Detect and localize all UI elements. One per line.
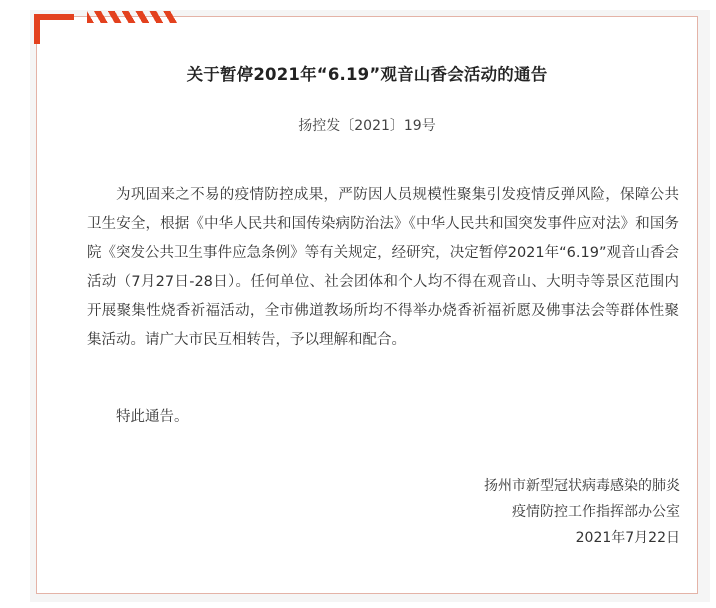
document-number: 扬控发〔2021〕19号 <box>298 118 436 134</box>
corner-accent-top <box>34 14 74 20</box>
notice-closing: 特此通告。 <box>116 409 189 425</box>
corner-accent-left <box>34 14 40 44</box>
signature-date: 2021年7月22日 <box>575 530 680 546</box>
signature-org-line2: 疫情防控工作指挥部办公室 <box>512 504 680 520</box>
notice-title: 关于暂停2021年“6.19”观音山香会活动的通告 <box>186 65 548 84</box>
decorative-stripes <box>87 11 177 23</box>
notice-body: 为巩固来之不易的疫情防控成果，严防因人员规模性聚集引发疫情反弹风险，保障公共卫生安全，根据《中华人民共和国传染病防治法》《中华人民共和国突发事件应对法》和国务院《突发公共卫生事件应急条例》等有关规定，经研究，决定暂停2021年“6.19”观音山香会活动（7月27日-28日）。任何单位、社会团体和个人均不得在观音山、大明寺等景区范围内开展聚集性烧香祈福活动，全市佛道教场所均不得举办烧香祈福祈愿及佛事法会等群体性聚集活动。请广大市民互相转告，予以理解和配合。 <box>87 187 679 348</box>
signature-block <box>484 473 680 551</box>
notice-card <box>36 16 698 594</box>
signature-org-line1: 扬州市新型冠状病毒感染的肺炎 <box>484 478 680 494</box>
